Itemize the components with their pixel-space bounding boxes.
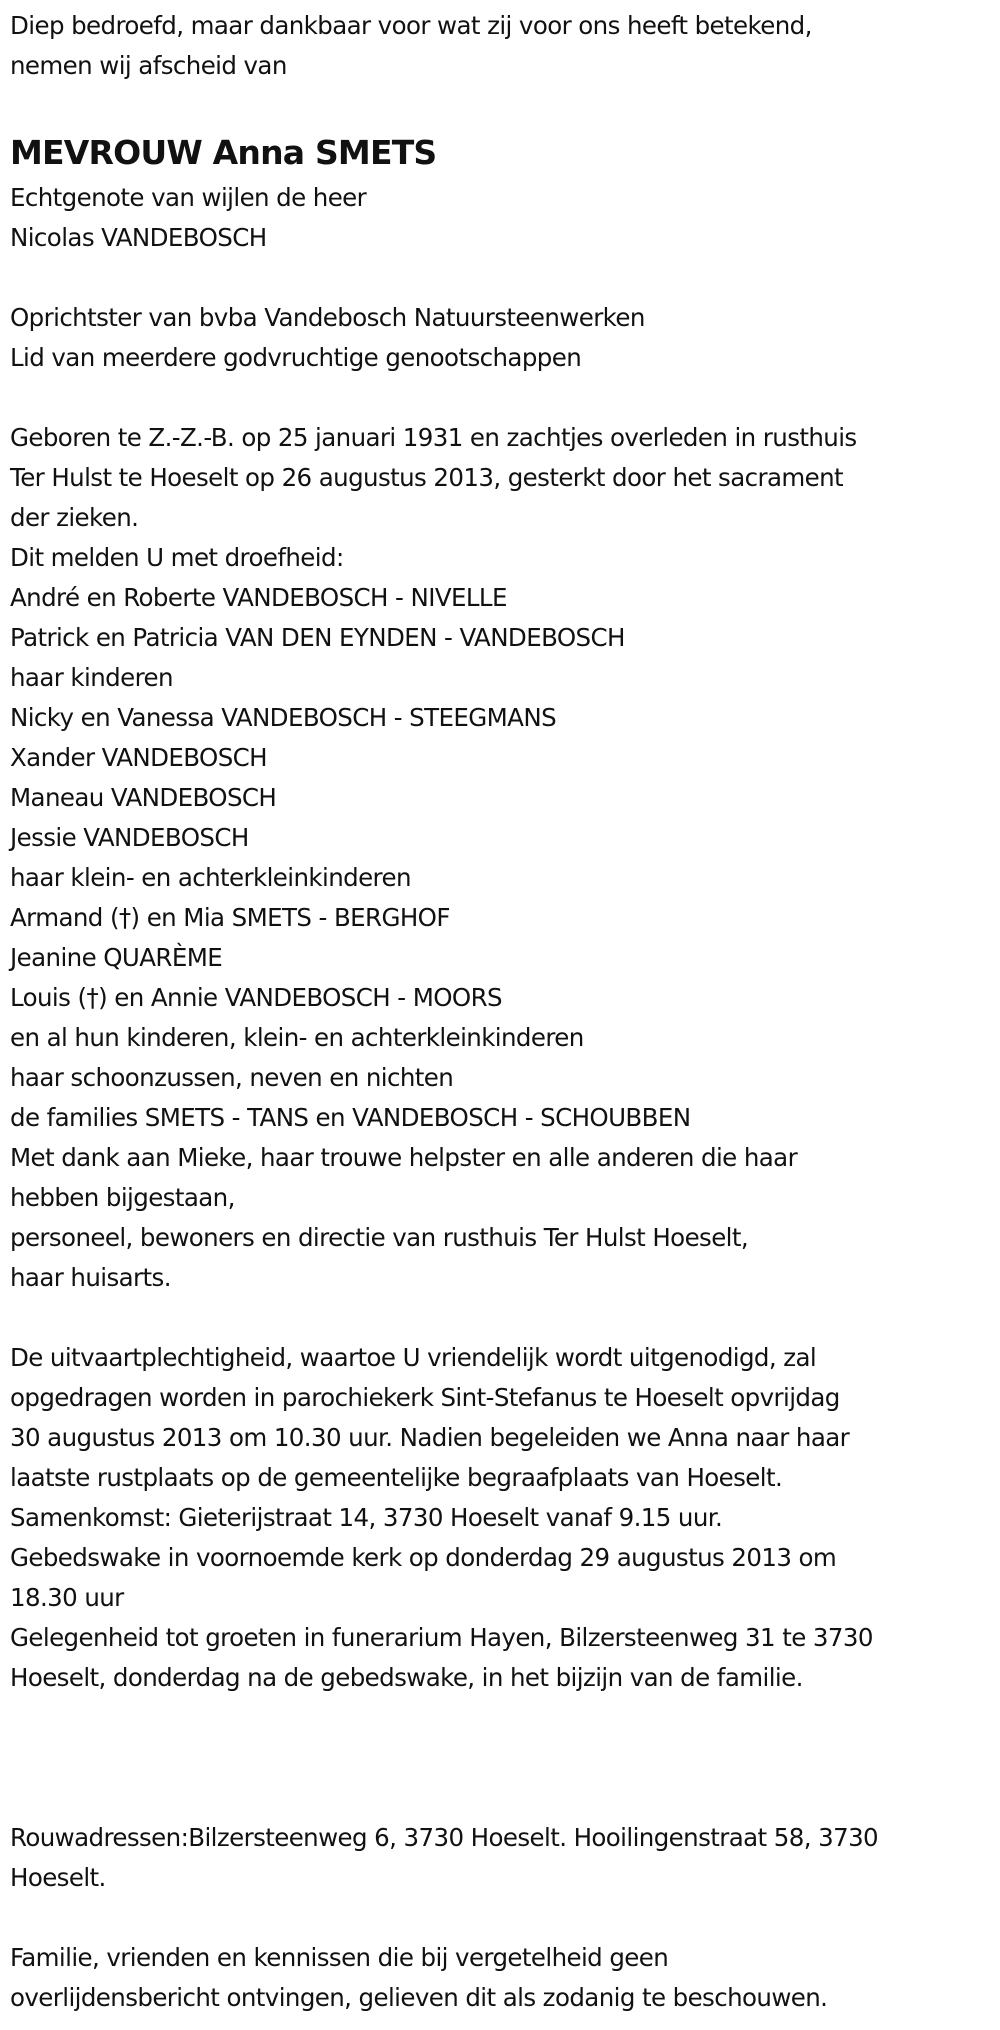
family-line: Armand (†) en Mia SMETS - BERGHOF [10, 903, 450, 932]
family-line: Louis (†) en Annie VANDEBOSCH - MOORS [10, 983, 502, 1012]
family-line: personeel, bewoners en directie van rusthuis Ter Hulst Hoeselt, [10, 1223, 749, 1252]
intro-line: Diep bedroefd, maar dankbaar voor wat zij voor ons heeft betekend, [10, 11, 812, 40]
ceremony-line: De uitvaartplechtigheid, waartoe U vriendelijk wordt uitgenodigd, zal [10, 1343, 817, 1372]
family-line: Patrick en Patricia VAN DEN EYNDEN - VANDEBOSCH [10, 623, 625, 652]
address-line: Rouwadressen:Bilzersteenweg 6, 3730 Hoeselt. Hooilingenstraat 58, 3730 [10, 1823, 879, 1852]
role-line: Oprichtster van bvba Vandebosch Natuursteenwerken [10, 303, 645, 332]
family-line: Jeanine QUARÈME [10, 943, 223, 972]
family-line: Xander VANDEBOSCH [10, 743, 267, 772]
role-line: Lid van meerdere godvruchtige genootschappen [10, 343, 582, 372]
family-line: de families SMETS - TANS en VANDEBOSCH - SCHOUBBEN [10, 1103, 691, 1132]
spacer [10, 1778, 1000, 1818]
closing-line: Familie, vrienden en kennissen die bij vergetelheid geen [10, 1943, 669, 1972]
closing-line: overlijdensbericht ontvingen, gelieven dit als zodanig te beschouwen. [10, 1983, 828, 2012]
family-line: haar huisarts. [10, 1263, 171, 1292]
ceremony-line: 18.30 uur [10, 1583, 124, 1612]
spacer [10, 1298, 1000, 1338]
ceremony-line: 30 augustus 2013 om 10.30 uur. Nadien begeleiden we Anna naar haar [10, 1423, 850, 1452]
family-line: en al hun kinderen, klein- en achterkleinkinderen [10, 1023, 584, 1052]
ceremony-line: Gelegenheid tot groeten in funerarium Hayen, Bilzersteenweg 31 te 3730 [10, 1623, 873, 1652]
family-line: Ter Hulst te Hoeselt op 26 augustus 2013, gesterkt door het sacrament [10, 463, 844, 492]
ceremony-line: Samenkomst: Gieterijstraat 14, 3730 Hoeselt vanaf 9.15 uur. [10, 1503, 723, 1532]
family-line: Met dank aan Mieke, haar trouwe helpster en alle anderen die haar [10, 1143, 798, 1172]
family-line: Jessie VANDEBOSCH [10, 823, 249, 852]
deceased-name: MEVROUW Anna SMETS [10, 133, 437, 172]
spacer [10, 86, 1000, 126]
family-line: Geboren te Z.-Z.-B. op 25 januari 1931 en zachtjes overleden in rusthuis [10, 423, 857, 452]
spacer [10, 378, 1000, 418]
spacer [10, 1698, 1000, 1738]
ceremony-line: laatste rustplaats op de gemeentelijke begraafplaats van Hoeselt. [10, 1463, 783, 1492]
address-line: Hoeselt. [10, 1863, 106, 1892]
family-line: der zieken. [10, 503, 139, 532]
family-line: haar kinderen [10, 663, 173, 692]
family-line: André en Roberte VANDEBOSCH - NIVELLE [10, 583, 507, 612]
family-line: haar schoonzussen, neven en nichten [10, 1063, 454, 1092]
spouse-line: Nicolas VANDEBOSCH [10, 223, 267, 252]
family-line: haar klein- en achterkleinkinderen [10, 863, 411, 892]
intro-line: nemen wij afscheid van [10, 51, 287, 80]
spacer [10, 258, 1000, 298]
ceremony-line: Gebedswake in voornoemde kerk op donderdag 29 augustus 2013 om [10, 1543, 837, 1572]
family-line: Nicky en Vanessa VANDEBOSCH - STEEGMANS [10, 703, 557, 732]
spouse-line: Echtgenote van wijlen de heer [10, 183, 367, 212]
family-line: hebben bijgestaan, [10, 1183, 235, 1212]
ceremony-line: Hoeselt, donderdag na de gebedswake, in het bijzijn van de familie. [10, 1663, 803, 1692]
spacer [10, 1738, 1000, 1778]
spacer [10, 1898, 1000, 1938]
family-line: Maneau VANDEBOSCH [10, 783, 277, 812]
family-line: Dit melden U met droefheid: [10, 543, 344, 572]
ceremony-line: opgedragen worden in parochiekerk Sint-Stefanus te Hoeselt opvrijdag [10, 1383, 840, 1412]
